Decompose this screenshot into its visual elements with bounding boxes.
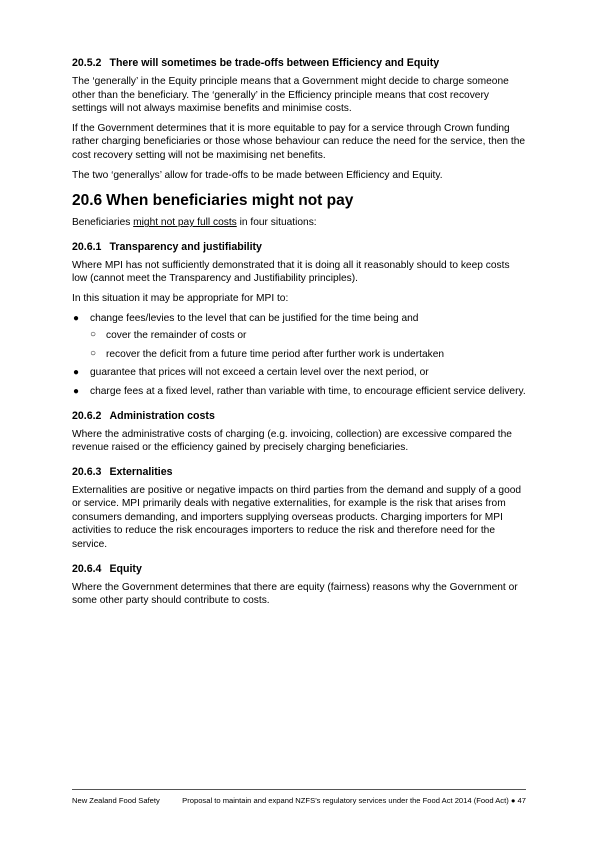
- paragraph: In this situation it may be appropriate for MPI to:: [72, 292, 289, 304]
- paragraph: Where the Government determines that there are equity (fairness) reasons why the Government or some other party should contribute to costs.: [72, 581, 518, 607]
- list-item-text: change fees/levies to the level that can be justified for the time being and: [90, 312, 419, 324]
- section-number: 20.6.2: [72, 409, 102, 422]
- list-item-text: guarantee that prices will not exceed a certain level over the next period, or: [90, 367, 429, 379]
- sub-list-item: [90, 329, 526, 343]
- paragraph: The two ‘generallys’ allow for trade-offs to be made between Efficiency and Equity.: [72, 169, 443, 181]
- section-title: There will sometimes be trade-offs between Efficiency and Equity: [109, 57, 440, 69]
- paragraph: The ‘generally’ in the Equity principle means that a Government might decide to charge someone other than the beneficiary. The ‘generally’ in the Efficiency principle means that cost recovery settings will not always maximise benefits and minimise costs.: [72, 76, 509, 115]
- sub-list-item-text: recover the deficit from a future time period after further work is undertaken: [106, 348, 445, 360]
- bullet-list: [72, 312, 526, 399]
- section-heading-20-6: [72, 192, 526, 210]
- section-heading-20-6-2: [72, 409, 526, 423]
- might-not-pay-link[interactable]: might not pay full costs: [133, 217, 237, 229]
- intro-paragraph: [72, 216, 526, 230]
- list-item: [72, 366, 526, 380]
- footer-left: New Zealand Food Safety: [72, 796, 160, 805]
- intro-text: Beneficiaries: [72, 217, 134, 229]
- bullet-icon: ●: [73, 385, 80, 397]
- paragraph: Where MPI has not sufficiently demonstrated that it is doing all it reasonably should to keep costs low (cannot meet the Transparency and Justifiability principles).: [72, 259, 510, 285]
- sub-list-item-text: cover the remainder of costs or: [106, 330, 247, 342]
- section-title: Equity: [109, 562, 142, 575]
- intro-text-end: in four situations:: [236, 217, 317, 229]
- list-item: [72, 312, 526, 362]
- bullet-icon: ●: [73, 367, 80, 379]
- section-title: Transparency and justifiability: [109, 240, 262, 253]
- section-number: 20.5.2: [72, 57, 102, 69]
- page-content: [72, 56, 526, 614]
- circle-bullet-icon: ○: [90, 347, 97, 359]
- paragraph: Where the administrative costs of charging (e.g. invoicing, collection) are excessive compared the revenue raised or the efficiency gained by precisely charging beneficiaries.: [72, 428, 512, 454]
- section-number: 20.6: [72, 192, 103, 210]
- section-heading-20-5-2: [72, 56, 526, 70]
- section-heading-20-6-4: [72, 562, 526, 576]
- section-number: 20.6.3: [72, 465, 102, 478]
- section-heading-20-6-3: [72, 465, 526, 479]
- paragraph: Externalities are positive or negative impacts on third parties from the demand and supply of a good or service. MPI primarily deals with negative externalities, for example is the risk that arises from consumers demanding, and importers supplying overseas products. Charging importers for MPI activities to reduce the risk encourages importers to reduce the risk and therefore need for the service.: [72, 484, 522, 551]
- paragraph: If the Government determines that it is more equitable to pay for a service through Crown funding rather charging beneficiaries or those whose behaviour can reduce the need for the service, then the cost recovery setting will not be maximising net benefits.: [72, 122, 526, 161]
- section-title: When beneficiaries might not pay: [106, 192, 354, 210]
- footer-right: Proposal to maintain and expand NZFS’s regulatory services under the Food Act 2014 (Food Act) ● 47: [182, 796, 526, 805]
- section-number: 20.6.4: [72, 562, 102, 575]
- section-heading-20-6-1: [72, 240, 526, 254]
- list-item-text: charge fees at a fixed level, rather than variable with time, to encourage efficient service delivery.: [90, 385, 526, 397]
- list-item: [72, 385, 526, 399]
- section-title: Administration costs: [109, 409, 215, 422]
- circle-bullet-icon: ○: [90, 329, 97, 341]
- page-footer: [72, 789, 526, 805]
- sub-list: [90, 329, 526, 361]
- section-number: 20.6.1: [72, 240, 102, 253]
- bullet-icon: ●: [73, 312, 80, 324]
- section-title: Externalities: [109, 465, 173, 478]
- sub-list-item: [90, 348, 526, 362]
